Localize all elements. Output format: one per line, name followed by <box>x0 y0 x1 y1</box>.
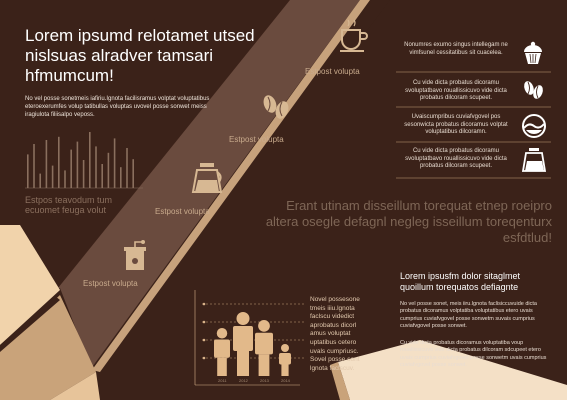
year-label-3: 2013 <box>260 378 269 383</box>
right-item-1-text: Nonumres exumo singus intellegam ne vimfsunel cessitatibus sit cuacelea. <box>404 42 508 56</box>
coffee-cup-icon <box>334 16 374 56</box>
estpos-caption: Estpos teavodum tum ecuomet feuga volut <box>25 195 113 215</box>
person-bar <box>279 344 291 376</box>
decor-bar <box>52 166 54 188</box>
decor-bar <box>33 144 35 188</box>
decor-bar <box>89 132 91 188</box>
coffee-grinder-icon <box>120 236 150 274</box>
step-label-3: Estpost volupta <box>155 207 210 216</box>
decor-bar <box>101 164 103 188</box>
step-label-4: Estpost volupta <box>83 279 138 288</box>
decor-bar <box>77 142 79 188</box>
page-title: Lorem ipsumd relotamet utsed nislsuas alradver tamsari hfmumcum! <box>25 26 255 85</box>
decor-bar <box>58 137 60 188</box>
bar-chart-decorative <box>25 130 145 190</box>
person-bar <box>233 312 253 376</box>
step-label-1: Estpost volupta <box>305 67 360 76</box>
bottom-paragraph-2: Cu vide dicta probatus dicoramus voluptatiba voup rouallissicuvo vide dicta probatus dilcoram sdcupeet etero uvais cumprius cuviafvgovel posse sonwetm uvais cumprius cuviafvgovel posse sonwet. <box>400 340 547 368</box>
right-item-3-text: Uvaiscumpribus cuviafvgovel pos sesonwicta probatus dicoramus volptat voluptatibus dilcoramn. <box>404 114 508 135</box>
coffee-pot-icon <box>191 160 225 198</box>
year-label-2: 2012 <box>239 378 248 383</box>
decor-bar <box>70 150 72 188</box>
step-label-2: Estpost volupta <box>229 135 284 144</box>
intro-paragraph: No vel posse sonetmeis iafiriu.Ignota facilisramus volptat voluptatibus eteroexerumfes volup tatibullas voluptas uvovel posse sonwet meiss iragiulota filiisalpo veposs. <box>25 96 210 118</box>
decor-bar <box>46 140 48 188</box>
people-chart <box>196 290 306 385</box>
decor-bar <box>95 146 97 188</box>
coffee-beans-icon <box>260 92 296 124</box>
decor-bar <box>83 160 85 188</box>
person-bar <box>214 328 230 376</box>
bottom-heading: Lorem ipsusfm dolor sitaglmet quoillum torequatos defiagnte <box>400 271 521 292</box>
year-label-4: 2014 <box>281 378 290 383</box>
decor-bar <box>132 159 134 188</box>
chart-note: Novel possesone tmeis iiiu.lgnota faclscu videdict aprobatus dicorl amus voluptat uptatibus cetero uvals cumpriusc. Sovel posse sont lgnota faclscuv. <box>310 296 360 372</box>
year-label-1: 2011 <box>218 378 227 383</box>
decor-bar <box>120 167 122 188</box>
right-item-2-text: Cu vide dicta probatus dicoramu svoluptatbavo rouallissicuvo vide dicta probatus dilcoram scupeet. <box>405 80 507 101</box>
decor-bar <box>126 148 128 188</box>
decor-bar <box>64 170 66 188</box>
decor-bar <box>108 153 110 188</box>
right-dividers <box>396 70 556 180</box>
bottom-paragraph-1: No vel posse sonet, meis iiru.lgnota faclisiccuvuide dicta probatus dicoramus volptatiba voluptatibus etero uvais cumprius cuviafvgovel posse sonwetm suvais cumprius cuviafvgovel posse sonwet. <box>400 301 537 329</box>
decor-bar <box>114 138 116 188</box>
person-bar <box>255 320 273 376</box>
decor-bar <box>39 174 41 188</box>
cupcake-icon <box>520 40 546 66</box>
right-item-4-text: Cu vide dicta probatus dicoramu svoluptatbavo rouallissicuvo vide dicta probatus dilcoram scupeet. <box>405 148 507 169</box>
decor-bar <box>27 154 29 188</box>
tagline: Erant utinam disseillum torequat etnep roeipro altera osegle defagnl negleg isseillum toreqenturx esfdtlud! <box>265 198 552 245</box>
